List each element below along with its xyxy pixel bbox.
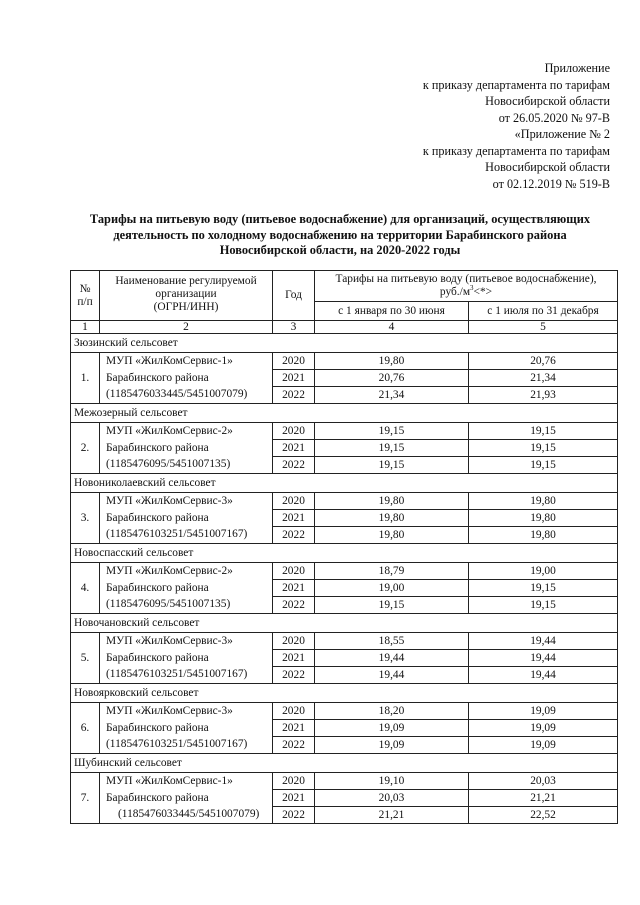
section-name: Шубинский сельсовет bbox=[71, 754, 618, 773]
document-title bbox=[62, 212, 618, 259]
org-name: МУП «ЖилКомСервис-1» bbox=[106, 355, 233, 368]
organization-cell bbox=[100, 563, 273, 614]
unit-text: руб./м bbox=[439, 286, 471, 298]
tariff-h1-cell: 19,09 bbox=[315, 720, 469, 737]
table-row bbox=[71, 773, 618, 790]
org-district: Барабинского района bbox=[106, 791, 209, 804]
appendix-line: Новосибирской области bbox=[485, 94, 610, 108]
organization-cell bbox=[100, 773, 273, 824]
tariff-h2-cell: 19,80 bbox=[469, 510, 618, 527]
header-row bbox=[71, 271, 618, 302]
tariff-h1-cell: 19,80 bbox=[315, 510, 469, 527]
appendix-line: Новосибирской области bbox=[485, 160, 610, 174]
tariff-h1-cell: 18,20 bbox=[315, 703, 469, 720]
tariff-h2-cell: 19,44 bbox=[469, 633, 618, 650]
column-number: 4 bbox=[315, 321, 469, 334]
tariff-h2-cell: 21,34 bbox=[469, 370, 618, 387]
tariff-h2-cell: 19,15 bbox=[469, 423, 618, 440]
header-number-line: № bbox=[79, 282, 91, 295]
appendix-line: «Приложение № 2 bbox=[514, 127, 610, 141]
tariff-h2-cell: 20,76 bbox=[469, 353, 618, 370]
section-row bbox=[71, 754, 618, 773]
tariff-h1-cell: 19,44 bbox=[315, 650, 469, 667]
table-body bbox=[71, 334, 618, 824]
section-name: Новониколаевский сельсовет bbox=[71, 474, 618, 493]
section-row bbox=[71, 544, 618, 563]
year-cell: 2020 bbox=[273, 563, 315, 580]
appendix-header-current bbox=[423, 60, 610, 126]
year-cell: 2022 bbox=[273, 527, 315, 544]
row-number: 7. bbox=[71, 773, 100, 824]
year-cell: 2022 bbox=[273, 597, 315, 614]
tariff-h2-cell: 19,00 bbox=[469, 563, 618, 580]
section-name: Межозерный сельсовет bbox=[71, 404, 618, 423]
row-number: 3. bbox=[71, 493, 100, 544]
year-cell: 2021 bbox=[273, 370, 315, 387]
org-ids: (1185476033445/5451007079) bbox=[106, 388, 248, 401]
appendix-line: к приказу департамента по тарифам bbox=[422, 77, 610, 92]
section-row bbox=[71, 684, 618, 703]
header-number bbox=[71, 271, 100, 321]
appendix-line: Приложение bbox=[544, 61, 610, 75]
year-cell: 2020 bbox=[273, 423, 315, 440]
row-number: 5. bbox=[71, 633, 100, 684]
tariff-h2-cell: 19,09 bbox=[469, 703, 618, 720]
tariff-h2-cell: 19,44 bbox=[469, 667, 618, 684]
tariff-h1-cell: 21,34 bbox=[315, 387, 469, 404]
section-name: Новоярковский сельсовет bbox=[71, 684, 618, 703]
org-name: МУП «ЖилКомСервис-2» bbox=[106, 565, 233, 578]
column-number: 3 bbox=[273, 321, 315, 334]
org-name: МУП «ЖилКомСервис-3» bbox=[106, 635, 233, 648]
header-tariffs bbox=[315, 271, 618, 302]
tariff-h1-cell: 19,15 bbox=[315, 423, 469, 440]
header-organization bbox=[100, 271, 273, 321]
tariff-h1-cell: 19,09 bbox=[315, 737, 469, 754]
org-ids: (1185476033445/5451007079) bbox=[118, 808, 260, 821]
tariff-h2-cell: 19,15 bbox=[469, 440, 618, 457]
tariff-h1-cell: 19,15 bbox=[315, 597, 469, 614]
tariff-h2-cell: 19,15 bbox=[469, 457, 618, 474]
unit-superscript: 3 bbox=[470, 284, 474, 293]
org-ids: (1185476103251/5451007167) bbox=[106, 738, 248, 751]
header-number-line: п/п bbox=[77, 295, 93, 308]
org-district: Барабинского района bbox=[106, 371, 209, 384]
row-number: 1. bbox=[71, 353, 100, 404]
organization-cell bbox=[100, 633, 273, 684]
tariff-h1-cell: 18,55 bbox=[315, 633, 469, 650]
year-cell: 2022 bbox=[273, 387, 315, 404]
header-period-2: с 1 июля по 31 декабря bbox=[469, 302, 618, 321]
row-number: 2. bbox=[71, 423, 100, 474]
section-row bbox=[71, 474, 618, 493]
tariff-h2-cell: 19,80 bbox=[469, 493, 618, 510]
year-cell: 2022 bbox=[273, 737, 315, 754]
tariff-h1-cell: 20,76 bbox=[315, 370, 469, 387]
org-district: Барабинского района bbox=[106, 511, 209, 524]
tariff-h2-cell: 19,44 bbox=[469, 650, 618, 667]
org-name: МУП «ЖилКомСервис-2» bbox=[106, 425, 233, 438]
appendix-line: от 26.05.2020 № 97-В bbox=[498, 110, 610, 125]
title-line: Тарифы на питьевую воду (питьевое водоснабжение) для организаций, осуществляющих bbox=[89, 212, 591, 226]
tariff-h1-cell: 21,21 bbox=[315, 807, 469, 824]
tariff-h1-cell: 19,15 bbox=[315, 440, 469, 457]
column-number: 5 bbox=[469, 321, 618, 334]
row-number: 6. bbox=[71, 703, 100, 754]
section-name: Зюзинский сельсовет bbox=[71, 334, 618, 353]
tariff-h2-cell: 22,52 bbox=[469, 807, 618, 824]
column-numbers-row bbox=[71, 321, 618, 334]
header-org-line: (ОГРН/ИНН) bbox=[153, 301, 219, 313]
year-cell: 2022 bbox=[273, 807, 315, 824]
org-ids: (1185476103251/5451007167) bbox=[106, 528, 248, 541]
tariff-h1-cell: 19,44 bbox=[315, 667, 469, 684]
table-row bbox=[71, 353, 618, 370]
title-line: Новосибирской области, на 2020-2022 годы bbox=[219, 243, 461, 257]
tariff-h2-cell: 21,21 bbox=[469, 790, 618, 807]
section-row bbox=[71, 614, 618, 633]
year-cell: 2022 bbox=[273, 667, 315, 684]
table-row bbox=[71, 703, 618, 720]
organization-cell bbox=[100, 353, 273, 404]
tariff-table bbox=[70, 270, 618, 824]
column-number: 2 bbox=[100, 321, 273, 334]
table-row bbox=[71, 423, 618, 440]
year-cell: 2021 bbox=[273, 720, 315, 737]
org-name: МУП «ЖилКомСервис-1» bbox=[106, 775, 233, 788]
tariff-h2-cell: 21,93 bbox=[469, 387, 618, 404]
org-ids: (1185476095/5451007135) bbox=[106, 458, 231, 471]
section-name: Новоспасский сельсовет bbox=[71, 544, 618, 563]
org-district: Барабинского района bbox=[106, 581, 209, 594]
organization-cell bbox=[100, 423, 273, 474]
org-ids: (1185476095/5451007135) bbox=[106, 598, 231, 611]
tariff-h1-cell: 19,00 bbox=[315, 580, 469, 597]
table-row bbox=[71, 563, 618, 580]
tariff-h1-cell: 19,80 bbox=[315, 527, 469, 544]
title-line: деятельность по холодному водоснабжению на территории Барабинского района bbox=[113, 227, 567, 242]
tariff-h2-cell: 19,15 bbox=[469, 580, 618, 597]
year-cell: 2021 bbox=[273, 440, 315, 457]
tariff-h1-cell: 19,80 bbox=[315, 493, 469, 510]
section-row bbox=[71, 404, 618, 423]
org-district: Барабинского района bbox=[106, 651, 209, 664]
header-tariffs-line: Тарифы на питьевую воду (питьевое водоснабжение), bbox=[335, 273, 597, 285]
year-cell: 2021 bbox=[273, 510, 315, 527]
appendix-line: от 02.12.2019 № 519-В bbox=[492, 176, 610, 191]
section-row bbox=[71, 334, 618, 353]
org-district: Барабинского района bbox=[106, 721, 209, 734]
tariff-h2-cell: 20,03 bbox=[469, 773, 618, 790]
year-cell: 2020 bbox=[273, 703, 315, 720]
header-tariffs-unit bbox=[315, 286, 617, 299]
section-name: Новочановский сельсовет bbox=[71, 614, 618, 633]
table-row bbox=[71, 633, 618, 650]
year-cell: 2021 bbox=[273, 650, 315, 667]
table-row bbox=[71, 493, 618, 510]
column-number: 1 bbox=[71, 321, 100, 334]
tariff-h2-cell: 19,09 bbox=[469, 720, 618, 737]
year-cell: 2020 bbox=[273, 633, 315, 650]
appendix-header-original bbox=[423, 126, 610, 192]
year-cell: 2022 bbox=[273, 457, 315, 474]
org-name: МУП «ЖилКомСервис-3» bbox=[106, 495, 233, 508]
header-org-line: организации bbox=[155, 288, 217, 300]
year-cell: 2020 bbox=[273, 493, 315, 510]
org-ids: (1185476103251/5451007167) bbox=[106, 668, 248, 681]
year-cell: 2021 bbox=[273, 580, 315, 597]
organization-cell bbox=[100, 703, 273, 754]
header-period-1: с 1 января по 30 июня bbox=[315, 302, 469, 321]
appendix-line: к приказу департамента по тарифам bbox=[422, 143, 610, 158]
tariff-h2-cell: 19,15 bbox=[469, 597, 618, 614]
tariff-h2-cell: 19,80 bbox=[469, 527, 618, 544]
tariff-h1-cell: 19,10 bbox=[315, 773, 469, 790]
header-org-line: Наименование регулируемой bbox=[115, 275, 257, 287]
footnote-marker: <*> bbox=[473, 286, 493, 298]
tariff-h2-cell: 19,09 bbox=[469, 737, 618, 754]
tariff-h1-cell: 20,03 bbox=[315, 790, 469, 807]
org-name: МУП «ЖилКомСервис-3» bbox=[106, 705, 233, 718]
year-cell: 2020 bbox=[273, 773, 315, 790]
year-cell: 2020 bbox=[273, 353, 315, 370]
org-district: Барабинского района bbox=[106, 441, 209, 454]
header-year: Год bbox=[273, 271, 315, 321]
year-cell: 2021 bbox=[273, 790, 315, 807]
organization-cell bbox=[100, 493, 273, 544]
tariff-h1-cell: 19,15 bbox=[315, 457, 469, 474]
row-number: 4. bbox=[71, 563, 100, 614]
tariff-h1-cell: 18,79 bbox=[315, 563, 469, 580]
tariff-h1-cell: 19,80 bbox=[315, 353, 469, 370]
